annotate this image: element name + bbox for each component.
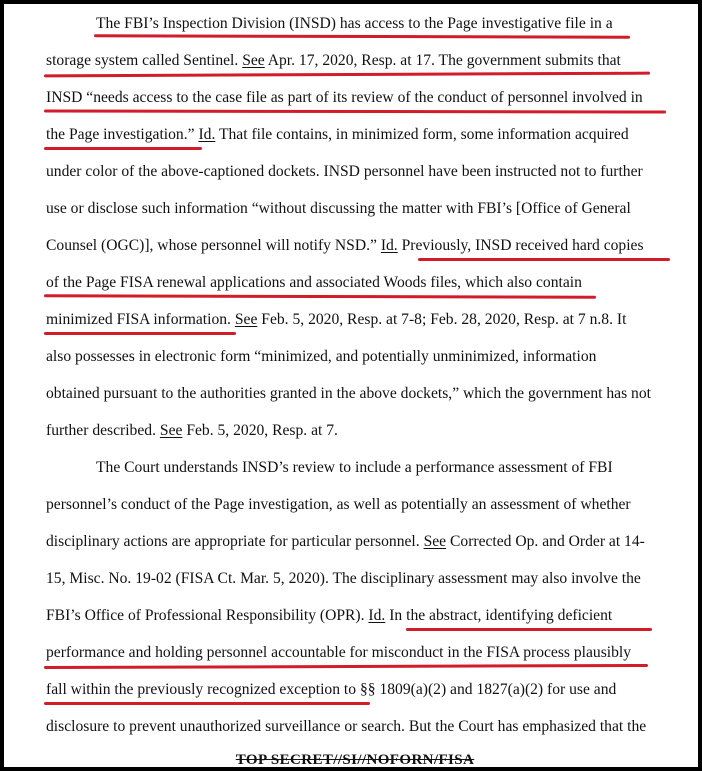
text-line <box>46 717 646 737</box>
text-run: The Court understands INSD’s review to include a performance assessment of FBI <box>96 459 613 476</box>
text-run: In the abstract, identifying deficient <box>389 607 613 624</box>
text-run: Apr. 17, 2020, Resp. at 17. The government submits that <box>267 52 621 69</box>
text-run: 15, Misc. No. 19-02 (FISA Ct. Mar. 5, 2020). The disciplinary assessment may also involve the <box>46 570 641 587</box>
text-run: Previously, INSD received hard copies <box>401 237 644 254</box>
text-line <box>46 199 631 219</box>
classification-text: TOP SECRET//SI//NOFORN/FISA <box>235 752 475 768</box>
text-run: The FBI’s Inspection Division (INSD) has access to the Page investigative file in a <box>96 15 613 32</box>
text-line <box>46 310 626 330</box>
text-run: the Page investigation.” <box>46 126 195 143</box>
text-run: use or disclose such information “without discussing the matter with FBI’s [Office of General <box>46 200 631 217</box>
citation-signal: See <box>242 52 265 69</box>
text-run: fall within the previously recognized exception to <box>46 681 357 698</box>
highlight-underline <box>44 294 596 298</box>
highlight-underline <box>44 72 650 78</box>
text-run: Corrected Op. and Order at 14- <box>450 533 645 550</box>
highlight-underline <box>44 147 202 150</box>
text-run: Feb. 5, 2020, Resp. at 7-8; Feb. 28, 2020, Resp. at 7 n.8. It <box>261 311 627 328</box>
highlight-underline <box>44 109 666 113</box>
text-line <box>46 236 644 256</box>
highlight-underline <box>94 34 630 38</box>
highlight-underline <box>44 332 236 335</box>
text-run: disclosure to prevent unauthorized surveillance or search. But the Court has emphasized that the <box>46 718 647 735</box>
text-line <box>46 347 596 367</box>
text-line <box>96 14 613 34</box>
text-run: also possesses in electronic form “minimized, and potentially unminimized, information <box>46 348 597 365</box>
text-run: personnel’s conduct of the Page investigation, as well as potentially an assessment of whether <box>46 496 631 513</box>
text-line <box>46 680 616 700</box>
citation-signal: Id. <box>368 607 386 624</box>
text-line <box>46 569 641 589</box>
citation-signal: Id. <box>198 126 216 143</box>
text-run: FBI’s Office of Professional Responsibility (OPR). <box>46 607 365 624</box>
text-line <box>46 384 651 404</box>
text-line <box>46 125 629 145</box>
text-run: under color of the above-captioned dockets. INSD personnel have been instructed not to further <box>46 163 643 180</box>
text-line <box>46 495 631 515</box>
citation-signal: Id. <box>380 237 398 254</box>
text-run: Counsel (OGC)], whose personnel will notify NSD.” <box>46 237 377 254</box>
text-run: Feb. 5, 2020, Resp. at 7. <box>186 422 338 439</box>
citation-signal: See <box>234 311 258 328</box>
classification-marking <box>4 752 702 769</box>
text-run: performance and holding personnel accountable for misconduct in the FISA process plausibly <box>46 644 632 661</box>
text-run: That file contains, in minimized form, some information acquired <box>218 126 629 143</box>
highlight-underline <box>44 664 648 669</box>
text-run: storage system called Sentinel. <box>46 52 239 69</box>
text-line <box>46 532 645 552</box>
text-line <box>46 273 582 293</box>
text-run: of the Page FISA renewal applications and associated Woods files, which also contain <box>46 274 582 291</box>
text-line <box>46 421 338 441</box>
citation-signal: See <box>159 422 183 439</box>
text-line <box>46 51 621 71</box>
text-run: obtained pursuant to the authorities granted in the above dockets,” which the government has not <box>46 385 651 402</box>
text-line <box>96 458 613 478</box>
text-line <box>46 162 643 182</box>
text-run: disciplinary actions are appropriate for particular personnel. <box>46 533 420 550</box>
highlight-underline <box>418 258 670 261</box>
text-run: further described. <box>46 422 156 439</box>
citation-signal: See <box>423 533 447 550</box>
text-run: minimized FISA information. <box>46 311 231 328</box>
highlight-underline <box>44 702 370 705</box>
text-line <box>46 606 612 626</box>
text-line <box>46 88 643 108</box>
text-run: INSD “needs access to the case file as part of its review of the conduct of personnel involved in <box>46 89 643 106</box>
text-line <box>46 643 631 663</box>
text-run: §§ 1809(a)(2) and 1827(a)(2) for use and <box>359 681 617 698</box>
highlight-underline <box>406 628 652 631</box>
